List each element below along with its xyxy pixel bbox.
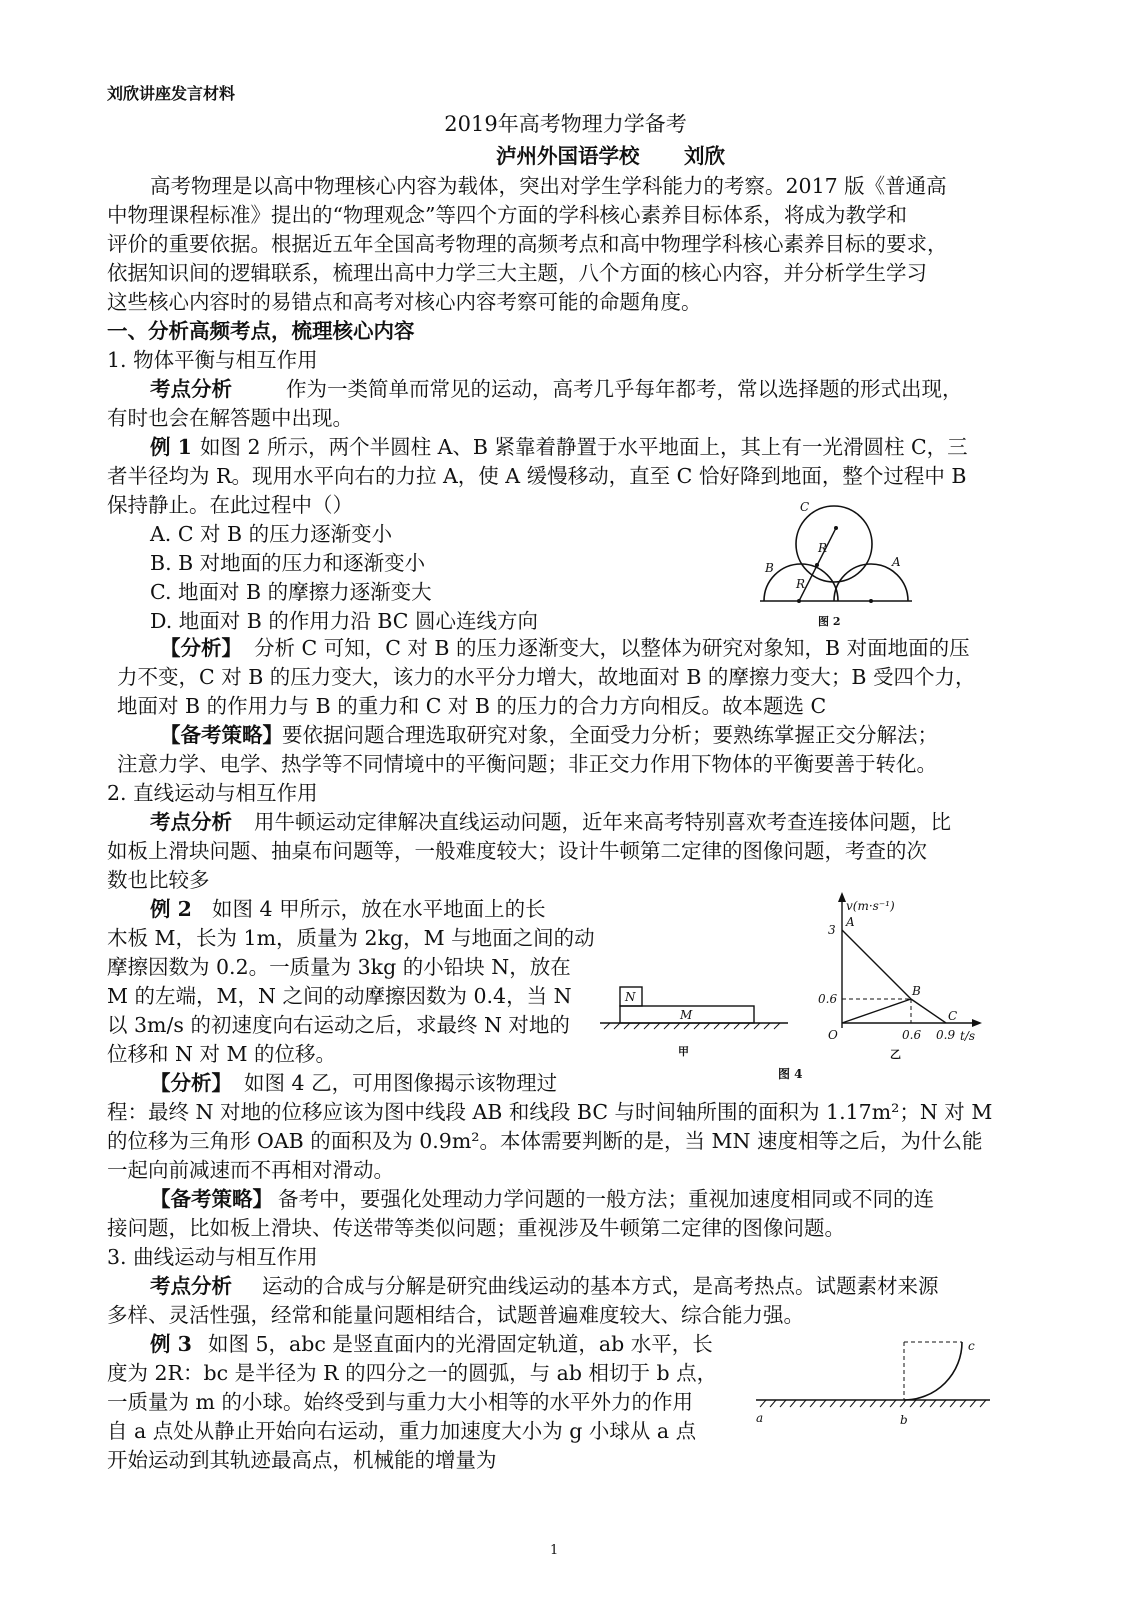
analysis2-text: 的位移为三角形 OAB 的面积及为 0.9m²。本体需要判断的是，当 MN 速度相等之后，为什么能 (107, 1129, 983, 1153)
intro-line: 依据知识间的逻辑联系，梳理出高中力学三大主题，八个方面的核心内容，并分析学生学习 (107, 261, 927, 285)
fig2-label-b: B (765, 561, 774, 575)
fig4-point-b: B (912, 984, 921, 998)
fig5-label-b: b (900, 1413, 908, 1427)
strategy-text: 接问题，比如板上滑块、传送带等类似问题；重视涉及牛顿第二定律的图像问题。 (107, 1216, 845, 1240)
page-title: 2019年高考物理力学备考 (444, 112, 687, 136)
topic-heading: 1. 物体平衡与相互作用 (107, 348, 318, 372)
figure-2-cylinders (756, 498, 916, 630)
example-text: 位移和 N 对 M 的位移。 (107, 1042, 336, 1066)
example-label: 例 1 (150, 435, 192, 459)
fig4-tick-x06: 0.6 (902, 1028, 922, 1042)
analysis2-text: 如图 4 乙，可用图像揭示该物理过 (244, 1071, 558, 1095)
figure-4-board (596, 975, 792, 1065)
analysis2-text: 程：最终 N 对地的位移应该为图中线段 AB 和线段 BC 与时间轴所围的面积为 1.17m²；N 对 M (107, 1100, 993, 1124)
byline-author: 刘欣 (684, 144, 725, 168)
fig4-tick-y3: 3 (828, 923, 836, 937)
fig4-label-jia: 甲 (678, 1045, 689, 1058)
fig4-origin: O (828, 1028, 838, 1042)
analysis-label: 考点分析 (150, 377, 232, 401)
analysis2-text: 地面对 B 的作用力与 B 的重力和 C 对 B 的压力的合力方向相反。故本题选 C (117, 694, 827, 718)
fig4-tick-y06: 0.6 (818, 992, 838, 1006)
analysis-label: 考点分析 (150, 1274, 232, 1298)
analysis2-text: 分析 C 可知，C 对 B 的压力逐渐变大，以整体为研究对象知，B 对面地面的压 (254, 636, 970, 660)
fig5-label-a: a (756, 1411, 764, 1425)
fig4-label-m: M (680, 1008, 693, 1022)
fig4-ylabel: v(m·s⁻¹) (846, 899, 895, 913)
fig4-label-n: N (625, 990, 636, 1004)
example-text: 者半径均为 R。现用水平向右的力拉 A，使 A 缓慢移动，直至 C 恰好降到地面，整个过程中 B (107, 464, 967, 488)
byline-school: 泸州外国语学校 (496, 144, 640, 168)
option-b: B. B 对地面的压力和逐渐变小 (150, 551, 426, 575)
option-a: A. C 对 B 的压力逐渐变小 (150, 522, 393, 546)
fig4-tick-x09: 0.9 (936, 1028, 956, 1042)
example-text: M 的左端，M，N 之间的动摩擦因数为 0.4，当 N (107, 984, 572, 1008)
analysis-text: 有时也会在解答题中出现。 (107, 406, 353, 430)
analysis2-label: 【分析】 (160, 636, 242, 660)
fig2-label-a: A (892, 555, 901, 569)
analysis2-label: 【分析】 (150, 1071, 232, 1095)
page-header: 刘欣讲座发言材料 (107, 84, 236, 103)
example-text: 以 3m/s 的初速度向右运动之后，求最终 N 对地的 (107, 1013, 570, 1037)
analysis-text: 如板上滑块问题、抽桌布问题等，一般难度较大；设计牛顿第二定律的图像问题，考查的次 (107, 839, 927, 863)
analysis-label: 考点分析 (150, 810, 232, 834)
page-number: 1 (550, 1543, 559, 1558)
example-text: 如图 5，abc 是竖直面内的光滑固定轨道，ab 水平，长 (208, 1332, 713, 1356)
fig5-label-c: c (968, 1339, 975, 1353)
fig2-label-r2: R (796, 577, 806, 591)
figure-4-vt-graph (812, 890, 988, 1065)
intro-line: 高考物理是以高中物理核心内容为载体，突出对学生学科能力的考察。2017 版《普通高 (150, 174, 947, 198)
fig4-point-a: A (846, 915, 855, 929)
intro-line: 这些核心内容时的易错点和高考对核心内容考察可能的命题角度。 (107, 290, 702, 314)
strategy-text: 备考中，要强化处理动力学问题的一般方法；重视加速度相同或不同的连 (278, 1187, 934, 1211)
strategy-label: 【备考策略】 (150, 1187, 273, 1211)
example-text: 一质量为 m 的小球。始终受到与重力大小相等的水平外力的作用 (107, 1390, 693, 1414)
analysis-text: 用牛顿运动定律解决直线运动问题，近年来高考特别喜欢考查连接体问题，比 (254, 810, 951, 834)
strategy-label: 【备考策略】 (160, 723, 283, 747)
analysis-text: 多样、灵活性强，经常和能量问题相结合，试题普遍难度较大、综合能力强。 (107, 1303, 804, 1327)
intro-line: 评价的重要依据。根据近五年全国高考物理的高频考点和高中物理学科核心素养目标的要求， (107, 232, 948, 256)
analysis-text: 运动的合成与分解是研究曲线运动的基本方式，是高考热点。试题素材来源 (262, 1274, 939, 1298)
example-text: 自 a 点处从静止开始向右运动，重力加速度大小为 g 小球从 a 点 (107, 1419, 697, 1443)
strategy-text: 要依据问题合理选取研究对象，全面受力分析；要熟练掌握正交分解法； (282, 723, 938, 747)
option-c: C. 地面对 B 的摩擦力逐渐变大 (150, 580, 432, 604)
fig4-caption: 图 4 (778, 1067, 803, 1081)
example-text: 保持静止。在此过程中（） (107, 493, 353, 517)
fig4-label-yi: 乙 (890, 1048, 901, 1061)
example-text: 摩擦因数为 0.2。一质量为 3kg 的小铅块 N，放在 (107, 955, 571, 979)
fig2-label-c: C (800, 500, 810, 514)
analysis2-text: 一起向前减速而不再相对滑动。 (107, 1158, 394, 1182)
example-label: 例 2 (150, 897, 192, 921)
intro-line: 中物理课程标准》提出的“物理观念”等四个方面的学科核心素养目标体系，将成为教学和 (107, 203, 907, 227)
analysis2-text: 力不变，C 对 B 的压力变大，该力的水平分力增大，故地面对 B 的摩擦力变大；B 受四个力， (117, 665, 976, 689)
topic-heading: 2. 直线运动与相互作用 (107, 781, 318, 805)
example-text: 木板 M，长为 1m，质量为 2kg，M 与地面之间的动 (107, 926, 595, 950)
example-text: 如图 4 甲所示，放在水平地面上的长 (212, 897, 546, 921)
example-text: 开始运动到其轨迹最高点，机械能的增量为 (107, 1448, 497, 1472)
fig4-xlabel: t/s (960, 1029, 976, 1043)
topic-heading: 3. 曲线运动与相互作用 (107, 1245, 318, 1269)
analysis-text: 数也比较多 (107, 868, 210, 892)
fig4-point-c: C (948, 1009, 958, 1023)
analysis-text: 作为一类简单而常见的运动，高考几乎每年都考，常以选择题的形式出现， (286, 377, 963, 401)
example-label: 例 3 (150, 1332, 192, 1356)
section-heading: 一、分析高频考点，梳理核心内容 (107, 319, 415, 343)
figure-5-track (752, 1338, 994, 1438)
option-d: D. 地面对 B 的作用力沿 BC 圆心连线方向 (150, 609, 538, 633)
fig2-label-r1: R (818, 541, 828, 555)
fig2-caption: 图 2 (818, 615, 841, 628)
strategy-text: 注意力学、电学、热学等不同情境中的平衡问题；非正交力作用下物体的平衡要善于转化。 (117, 752, 937, 776)
example-text: 度为 2R：bc 是半径为 R 的四分之一的圆弧，与 ab 相切于 b 点， (107, 1361, 718, 1385)
example-text: 如图 2 所示，两个半圆柱 A、B 紧靠着静置于水平地面上，其上有一光滑圆柱 C，三 (200, 435, 968, 459)
